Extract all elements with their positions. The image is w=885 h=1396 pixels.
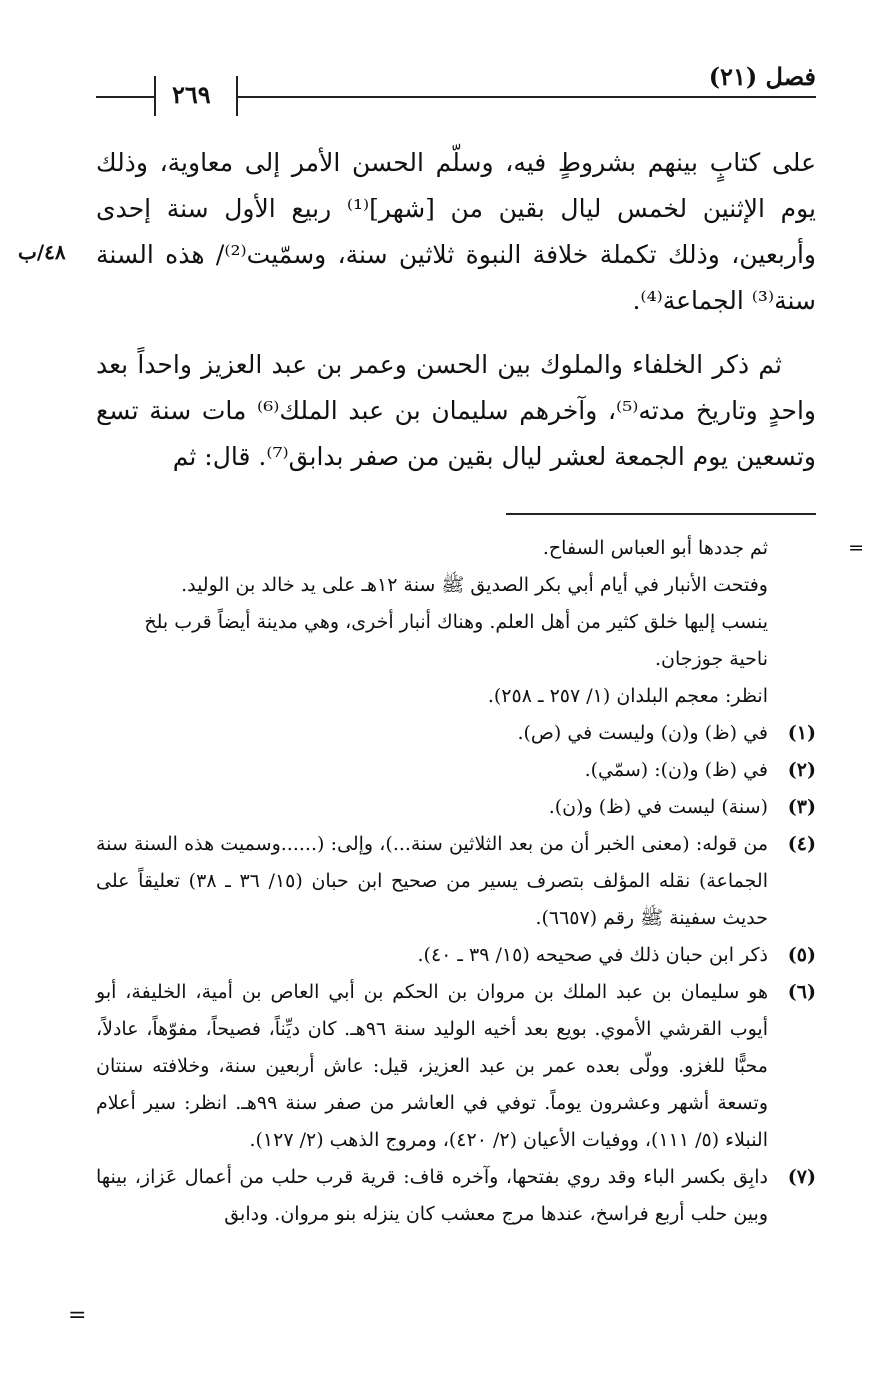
footnote-text: في (ظ) و(ن): (سمّي). (584, 759, 768, 781)
footnote-text: (سنة) ليست في (ظ) و(ن). (548, 796, 768, 818)
footnote-number: (٤) (787, 833, 816, 855)
continuation-end-mark: = (68, 1303, 87, 1328)
footnote-6 (96, 974, 816, 1159)
main-paragraph-1: على كتابٍ بينهم بشروطٍ فيه، وسلّم الحسن الأمر إلى معاوية، وذلك يوم الإثنين لخمس ليال بقين من [شهر]⁽¹⁾ ربيع الأول سنة إحدى وأربعين، وذلك تكملة خلافة النبوة ثلاثين سنة، وسمّيت⁽²⁾/ هذه السنة سنة⁽³⁾ الجماعة⁽⁴⁾. (96, 148, 816, 315)
main-text (96, 140, 816, 480)
continuation-line: ناحية جوزجان. (654, 648, 768, 670)
margin-folio-note: ٤٨/ب (18, 240, 66, 264)
continuation-mark: = (848, 537, 864, 559)
footnote-7 (96, 1159, 816, 1233)
footnote-5 (96, 937, 816, 974)
footnote-continuation (96, 530, 864, 715)
footnote-number: (٧) (787, 1166, 816, 1188)
footnote-text: من قوله: (معنى الخبر أن من بعد الثلاثين سنة...)، وإلى: (......وسميت هذه السنة سنة الجماعة) نقله المؤلف بتصرف يسير من صحيح ابن حبان (١٥/ ٣٦ ـ ٣٨) تعليقاً على حديث سفينة ﷺ رقم (٦٦٥٧). (96, 833, 768, 929)
continuation-line: ثم جددها أبو العباس السفاح. (542, 537, 768, 559)
page-header (96, 58, 816, 118)
header-rule-left (96, 96, 154, 98)
footnote-text: ذكر ابن حبان ذلك في صحيحه (١٥/ ٣٩ ـ ٤٠). (417, 944, 768, 966)
footnote-text: دابِق بكسر الباء وقد روي بفتحها، وآخره قاف: قرية قرب حلب من أعمال عَزاز، بينها وبين حلب أربع فراسخ، عندها مرج معشب كان ينزله بنو مروان. ودابق (96, 1166, 768, 1225)
continuation-line: ينسب إليها خلق كثير من أهل العلم. وهناك أنبار أخرى، وهي مدينة أيضاً قرب بلخ (144, 611, 768, 633)
footnotes (96, 530, 864, 1233)
footnote-text: هو سليمان بن عبد الملك بن مروان بن الحكم بن أبي العاص بن أمية، الخليفة، أبو أيوب القرشي الأموي. بويع بعد أخيه الوليد سنة ٩٦هـ. كان ديِّناً، فصيحاً، مفوّهاً، عادلاً، محبًّا للغزو. وولّى بعده عمر بن عبد العزيز، قيل: عاش أربعين سنة، وخلافته سنتان وتسعة أشهر وعشرون يوماً. توفي في العاشر من صفر سنة ٩٩هـ. انظر: سير أعلام النبلاء (٥/ ١١١)، ووفيات الأعيان (٢/ ٤٢٠)، ومروج الذهب (٢/ ١٢٧). (96, 981, 768, 1151)
footnote-number: (٣) (787, 796, 816, 818)
main-paragraph-2: ثم ذكر الخلفاء والملوك بين الحسن وعمر بن عبد العزيز واحداً بعد واحدٍ وتاريخ مدته⁽⁵⁾، وآخرهم سليمان بن عبد الملك⁽⁶⁾ مات سنة تسع وتسعين يوم الجمعة لعشر ليال بقين من صفر بدابق⁽⁷⁾. قال: ثم (96, 350, 817, 471)
footnote-2 (96, 752, 816, 789)
continuation-line: وفتحت الأنبار في أيام أبي بكر الصديق ﷺ سنة ١٢هـ على يد خالد بن الوليد. (181, 574, 768, 596)
footnote-separator (506, 513, 816, 515)
continuation-line: انظر: معجم البلدان (١/ ٢٥٧ ـ ٢٥٨). (487, 685, 768, 707)
footnote-number: (٦) (787, 981, 816, 1003)
header-rule-right (236, 96, 816, 98)
footnote-1 (96, 715, 816, 752)
footnote-number: (٥) (787, 944, 816, 966)
footnote-text: في (ظ) و(ن) وليست في (ص). (517, 722, 768, 744)
footnote-number: (١) (787, 722, 816, 744)
header-divider-left (154, 76, 156, 116)
footnote-4 (96, 826, 816, 937)
chapter-title: فصل (٢١) (708, 62, 816, 91)
page-number: ٢٦٩ (172, 80, 211, 109)
footnote-number: (٢) (787, 759, 816, 781)
footnote-3 (96, 789, 816, 826)
